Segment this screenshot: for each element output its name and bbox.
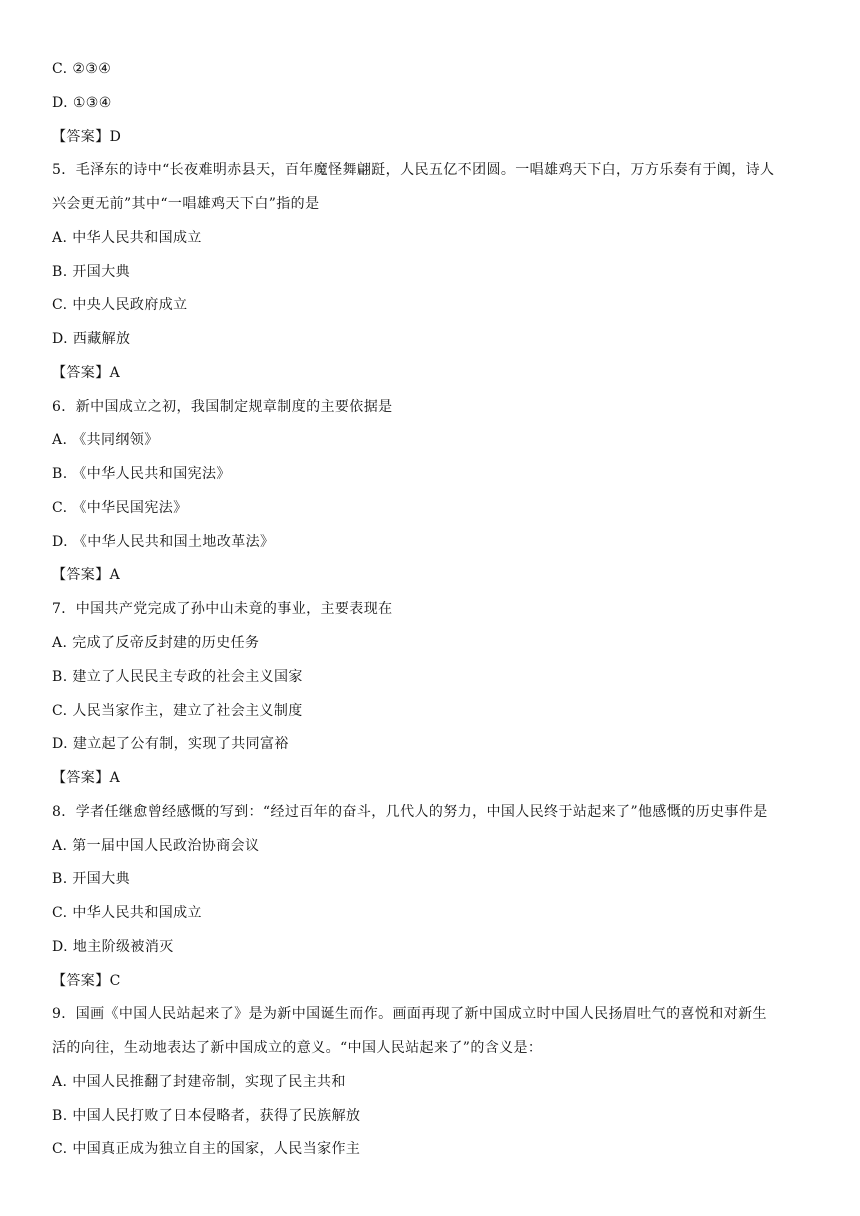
- option-c-line: C. 人民当家作主，建立了社会主义制度: [52, 703, 303, 719]
- option-a-line: A. 中华人民共和国成立: [52, 230, 202, 246]
- answer-line: 【答案】A: [52, 567, 121, 583]
- option-c-line: C. 中国真正成为独立自主的国家，人民当家作主: [52, 1141, 361, 1157]
- option-d-line: D. 建立起了公有制，实现了共同富裕: [52, 736, 289, 752]
- option-d-line: D. 地主阶级被消灭: [52, 939, 174, 955]
- option-b-line: B. 《中华人民共和国宪法》: [52, 466, 231, 482]
- answer-line: 【答案】A: [52, 365, 121, 381]
- option-a-line: A. 第一届中国人民政治协商会议: [52, 838, 260, 854]
- option-d-line: D. 《中华人民共和国土地改革法》: [52, 534, 275, 550]
- option-c-line: C. 中央人民政府成立: [52, 297, 188, 313]
- question-8-stem: 8．学者任继愈曾经感慨的写到：“经过百年的奋斗，几代人的努力，中国人民终于站起来了”他感慨的历史事件是: [52, 804, 768, 820]
- option-d-line: D. ①③④: [52, 95, 112, 111]
- question-7-stem: 7．中国共产党完成了孙中山未竟的事业，主要表现在: [52, 601, 393, 617]
- option-a-line: A. 完成了反帝反封建的历史任务: [52, 635, 260, 651]
- answer-line: 【答案】A: [52, 770, 121, 786]
- question-5-stem-cont: 兴会更无前”其中“一唱雄鸡天下白”指的是: [52, 196, 320, 212]
- answer-line: 【答案】C: [52, 973, 121, 989]
- question-9-stem: 9．国画《中国人民站起来了》是为新中国诞生而作。画面再现了新中国成立时中国人民扬眉吐气的喜悦和对新生: [52, 1006, 767, 1022]
- option-b-line: B. 开国大典: [52, 871, 130, 887]
- question-5-stem: 5．毛泽东的诗中“长夜难明赤县天，百年魔怪舞翩跹，人民五亿不团圆。一唱雄鸡天下白，万方乐奏有于阗，诗人: [52, 162, 775, 178]
- question-9-stem-cont: 活的向往，生动地表达了新中国成立的意义。“中国人民站起来了”的含义是：: [52, 1040, 543, 1056]
- option-d-line: D. 西藏解放: [52, 331, 131, 347]
- question-6-stem: 6．新中国成立之初，我国制定规章制度的主要依据是: [52, 399, 393, 415]
- option-c-line: C. 中华人民共和国成立: [52, 905, 202, 921]
- option-c-line: C. 《中华民国宪法》: [52, 500, 188, 516]
- answer-line: 【答案】D: [52, 129, 122, 145]
- option-b-line: B. 中国人民打败了日本侵略者，获得了民族解放: [52, 1108, 361, 1124]
- option-a-line: A. 《共同纲领》: [52, 432, 159, 448]
- option-b-line: B. 建立了人民民主专政的社会主义国家: [52, 669, 303, 685]
- option-b-line: B. 开国大典: [52, 264, 130, 280]
- option-c-line: C. ②③④: [52, 61, 112, 77]
- option-a-line: A. 中国人民推翻了封建帝制，实现了民主共和: [52, 1074, 346, 1090]
